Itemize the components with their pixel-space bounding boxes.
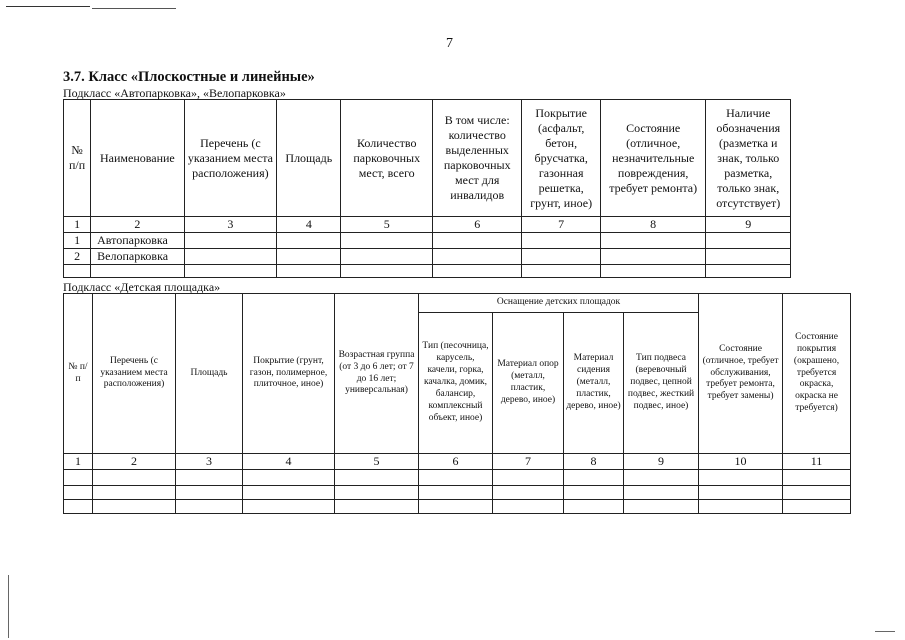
header-cell: № п/п xyxy=(64,294,93,454)
header-cell: Тип подвеса (веревочный подвес, цепной подвес, жесткий подвес, иное) xyxy=(624,313,699,454)
table-cell xyxy=(176,486,243,500)
column-number: 2 xyxy=(93,454,176,470)
table-cell xyxy=(64,470,93,486)
table-cell xyxy=(277,233,341,249)
table-cell xyxy=(493,486,564,500)
table-cell xyxy=(64,500,93,514)
table-row xyxy=(64,249,791,265)
row-number: 2 xyxy=(64,249,91,265)
table-cell xyxy=(64,486,93,500)
playground-table xyxy=(63,293,851,514)
table-cell xyxy=(184,249,277,265)
table-cell xyxy=(93,500,176,514)
table-cell xyxy=(706,265,791,278)
column-number: 6 xyxy=(419,454,493,470)
table-cell xyxy=(493,470,564,486)
table-cell xyxy=(783,500,851,514)
column-number: 6 xyxy=(432,217,521,233)
column-number: 3 xyxy=(184,217,277,233)
table-row xyxy=(64,500,851,514)
table-cell xyxy=(243,500,335,514)
column-number: 7 xyxy=(493,454,564,470)
column-number: 7 xyxy=(522,217,600,233)
table-cell xyxy=(335,486,419,500)
header-cell: Наименование xyxy=(91,100,185,217)
column-number: 9 xyxy=(624,454,699,470)
column-number: 2 xyxy=(91,217,185,233)
header-cell: Перечень (с указанием места расположения) xyxy=(184,100,277,217)
parking-table xyxy=(63,99,791,278)
header-cell: Состояние (отличное, незначительные повреждения, требует ремонта) xyxy=(600,100,706,217)
parking-header-row xyxy=(64,100,791,217)
table-cell xyxy=(564,486,624,500)
row-name: Автопарковка xyxy=(91,233,185,249)
table-cell xyxy=(699,500,783,514)
header-cell: Материал опор (металл, пластик, дерево, иное) xyxy=(493,313,564,454)
header-cell: Состояние (отличное, требует обслуживания, требует ремонта, требует замены) xyxy=(699,294,783,454)
playground-header-row xyxy=(64,294,851,313)
table-cell xyxy=(243,470,335,486)
table-cell xyxy=(184,265,277,278)
table-cell xyxy=(706,233,791,249)
column-number: 5 xyxy=(341,217,433,233)
column-number-row xyxy=(64,217,791,233)
table-cell xyxy=(419,486,493,500)
table-cell xyxy=(432,233,521,249)
table-cell xyxy=(564,500,624,514)
table-row xyxy=(64,265,791,278)
header-cell: Состояние покрытия (окрашено, требуется окраска, окраска не требуется) xyxy=(783,294,851,454)
table-cell xyxy=(419,500,493,514)
table-cell xyxy=(93,470,176,486)
table-cell xyxy=(176,470,243,486)
page-number: 7 xyxy=(446,36,453,51)
table-cell xyxy=(277,265,341,278)
table-cell xyxy=(624,470,699,486)
table-cell xyxy=(564,470,624,486)
column-number: 3 xyxy=(176,454,243,470)
column-number: 8 xyxy=(600,217,706,233)
scan-artifact-line xyxy=(6,6,90,7)
table-cell xyxy=(184,233,277,249)
column-number: 9 xyxy=(706,217,791,233)
header-cell: Тип (песочница, карусель, качели, горка, качалка, домик, балансир, комплексный объект, иное) xyxy=(419,313,493,454)
table-cell xyxy=(706,249,791,265)
header-cell: Материал сидения (металл, пластик, дерево, иное) xyxy=(564,313,624,454)
header-cell: Покрытие (грунт, газон, полимерное, плиточное, иное) xyxy=(243,294,335,454)
table-cell xyxy=(783,470,851,486)
header-cell: В том числе: количество выделенных парковочных мест для инвалидов xyxy=(432,100,521,217)
table-cell xyxy=(522,233,600,249)
table-cell xyxy=(624,500,699,514)
column-number: 1 xyxy=(64,217,91,233)
column-number: 10 xyxy=(699,454,783,470)
column-number: 1 xyxy=(64,454,93,470)
subclass-label-playground: Подкласс «Детская площадка» xyxy=(63,280,221,294)
table-cell xyxy=(783,486,851,500)
table-row xyxy=(64,470,851,486)
scan-artifact-line xyxy=(8,575,9,638)
table-cell xyxy=(432,249,521,265)
table-cell xyxy=(243,486,335,500)
table-row xyxy=(64,233,791,249)
header-cell: Покрытие (асфальт, бетон, брусчатка, газонная решетка, грунт, иное) xyxy=(522,100,600,217)
column-number: 11 xyxy=(783,454,851,470)
header-cell: Площадь xyxy=(277,100,341,217)
row-name: Велопарковка xyxy=(91,249,185,265)
table-cell xyxy=(64,265,91,278)
scan-artifact-line xyxy=(875,631,895,632)
section-title: 3.7. Класс «Плоскостные и линейные» xyxy=(63,69,315,85)
table-cell xyxy=(341,249,433,265)
table-cell xyxy=(341,233,433,249)
table-cell xyxy=(335,470,419,486)
table-cell xyxy=(522,265,600,278)
table-cell xyxy=(624,486,699,500)
column-number: 4 xyxy=(243,454,335,470)
table-cell xyxy=(493,500,564,514)
table-cell xyxy=(419,470,493,486)
column-number: 5 xyxy=(335,454,419,470)
header-cell: Перечень (с указанием места расположения) xyxy=(93,294,176,454)
table-cell xyxy=(600,233,706,249)
table-row xyxy=(64,486,851,500)
table-cell xyxy=(600,249,706,265)
column-number: 8 xyxy=(564,454,624,470)
row-number: 1 xyxy=(64,233,91,249)
table-cell xyxy=(699,486,783,500)
group-header-cell: Оснащение детских площадок xyxy=(419,294,699,313)
table-cell xyxy=(432,265,521,278)
table-cell xyxy=(176,500,243,514)
column-number-row xyxy=(64,454,851,470)
scan-artifact-line xyxy=(92,8,176,9)
table-cell xyxy=(277,249,341,265)
table-cell xyxy=(93,486,176,500)
header-cell: № п/п xyxy=(64,100,91,217)
table-cell xyxy=(335,500,419,514)
table-cell xyxy=(699,470,783,486)
header-cell: Возрастная группа (от 3 до 6 лет; от 7 до 16 лет; универсальная) xyxy=(335,294,419,454)
header-cell: Наличие обозначения (разметка и знак, только разметка, только знак, отсутствует) xyxy=(706,100,791,217)
table-cell xyxy=(91,265,185,278)
table-cell xyxy=(600,265,706,278)
table-cell xyxy=(522,249,600,265)
column-number: 4 xyxy=(277,217,341,233)
subclass-label-parking: Подкласс «Автопарковка», «Велопарковка» xyxy=(63,86,286,100)
table-cell xyxy=(341,265,433,278)
header-cell: Площадь xyxy=(176,294,243,454)
header-cell: Количество парковочных мест, всего xyxy=(341,100,433,217)
